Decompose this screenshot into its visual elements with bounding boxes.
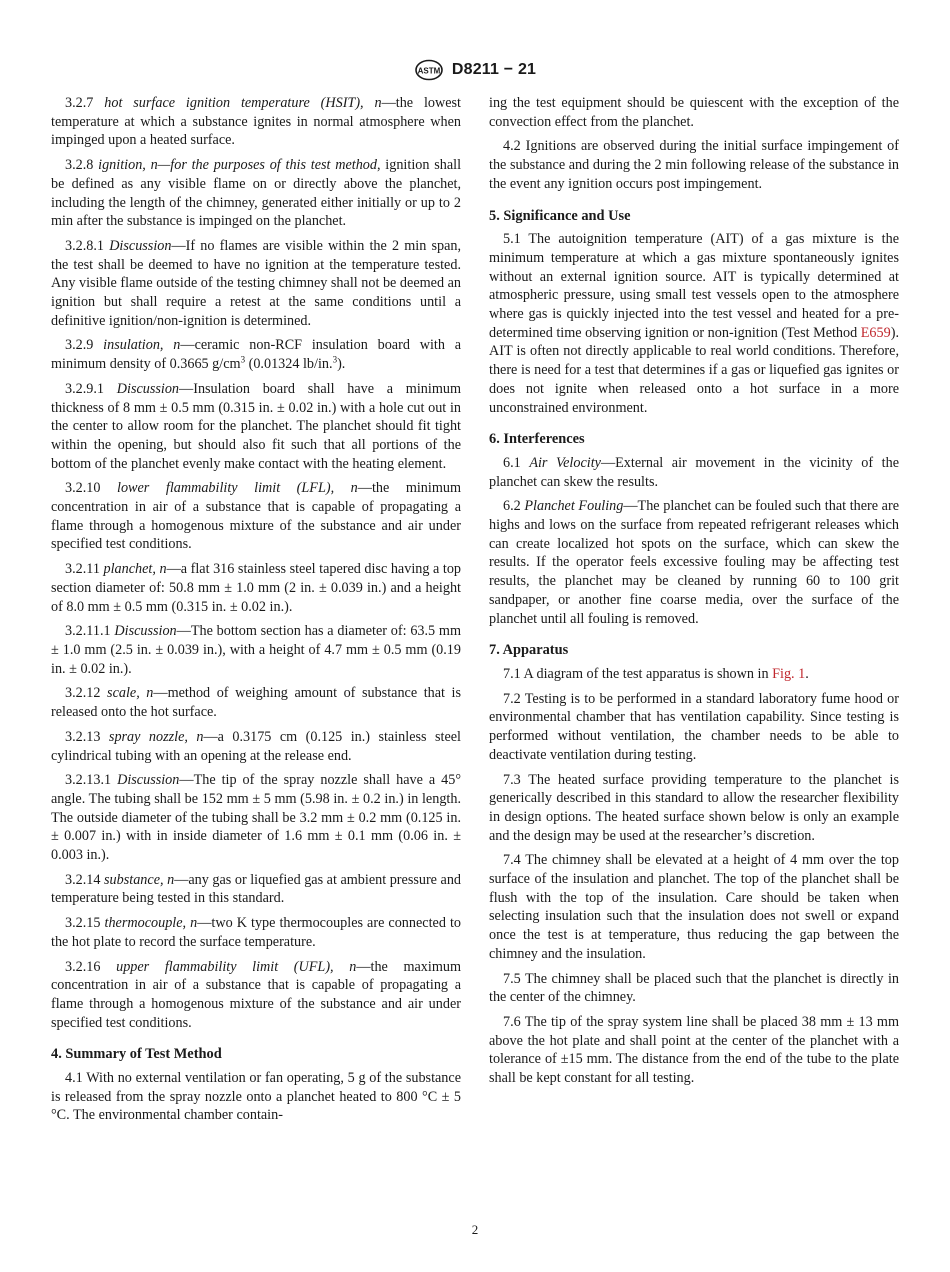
para-3-2-9: 3.2.9 insulation, n—ceramic non-RCF insulation board with a minimum density of 0.3665 $g/cm^3$ (0.01324 lb/in.$^3$).	[51, 337, 462, 373]
para-5-1: 5.1 The autoignition temperature (AIT) of a gas mixture is the minimum temperature at which a gas mixture spontaneously ignites without an external ignition source. AIT is typically determined at atmospheric pressure, using small test vessels open to the atmosphere where gas is quickly injected into the test vessel and heated for a pre-determined time observing ignition or non-ignition (Test Method E659). AIT is often not directly applicable to real world conditions. Therefore, there is need for a test that determines if a gas or liquefied gas ignites or does not ignite when released onto a hot surface in a more unconstrained environment.	[489, 231, 899, 416]
section-heading-7: 7. Apparatus	[489, 642, 569, 659]
para-3-2-8-1: 3.2.8.1 Discussion—If no flames are visible within the 2 min span, the test shall be deemed to have no ignition at the temperature tested. Any visible flame outside of the testing chimney shall not be deemed an ignition but shall require a retest at the same conditions until a definitive ignition/non-ignition is determined.	[51, 237, 462, 329]
para-3-2-9-1: 3.2.9.1 Discussion—Insulation board shall have a minimum thickness of 8 mm ± 0.5 mm (0.315 in. ± 0.02 in.) with a hole cut out in the center to allow room for the planchet. The planchet should fit tight within the opening, but should also fit such that all portions of the bottom of the planchet evenly make contact with the heating element.	[51, 380, 461, 472]
para-6-1: 6.1 Air Velocity—External air movement in the vicinity of the planchet can skew the results.	[489, 454, 899, 490]
para-4-2: 4.2 Ignitions are observed during the initial surface impingement of the substance and during the 2 min following release of the substance in the event any ignition occurs post impingement.	[489, 138, 899, 192]
para-7-2: 7.2 Testing is to be performed in a standard laboratory fume hood or environmental chamber that has ventilation capability. Since testing is performed without ventilation, the chamber needs to be able to deactivate ventilation during testing.	[489, 690, 899, 763]
left-column	[51, 94, 461, 1125]
page-number: 2	[471, 1222, 479, 1237]
link-fig-1[interactable]: Fig. 1	[772, 665, 806, 682]
para-4-1-continued: ing the test equipment should be quiescent with the exception of the convection effect from the planchet.	[489, 95, 899, 130]
para-7-5: 7.5 The chimney shall be placed such that the planchet is directly in the center of the chimney.	[489, 970, 899, 1006]
para-3-2-11-1: 3.2.11.1 Discussion—The bottom section has a diameter of: 63.5 mm ± 1.0 mm (2.5 in. ± 0.039 in.), with a height of 4.7 mm ± 0.5 mm (0.19 in. ± 0.02 in.).	[51, 623, 461, 677]
para-3-2-15: 3.2.15 thermocouple, n—two K type thermocouples are connected to the hot plate to record the surface temperature.	[51, 915, 462, 950]
logo-text: ASTM	[417, 66, 441, 76]
para-3-2-13: 3.2.13 spray nozzle, n—a 0.3175 cm (0.125 in.) stainless steel cylindrical tubing with an opening at the release end.	[51, 728, 461, 764]
para-7-1: 7.1 A diagram of the test apparatus is shown in Fig. 1.	[503, 665, 809, 682]
para-3-2-8: 3.2.8 ignition, n—for the purposes of this test method, ignition shall be defined as any visible flame on or directly above the planchet, including the length of the chimney, generated either initially or up to 2 min after the substance is impinged on the planchet.	[51, 157, 462, 230]
para-3-2-13-1: 3.2.13.1 Discussion—The tip of the spray nozzle shall have a 45° angle. The tubing shall be 152 mm ± 5 mm (5.98 in. ± 0.2 in.) in length. The outside diameter of the tubing shall be 3.2 mm ± 0.2 mm (0.125 in. ± 0.007 in.) with in inside diameter of 1.6 mm ± 0.1 mm (0.06 in. ± 0.003 in.).	[51, 772, 462, 864]
para-7-6: 7.6 The tip of the spray system line shall be placed 38 mm ± 13 mm above the hot plate and shall point at the center of the planchet with a tolerance of ±15 mm. The distance from the end of the tube to the plate shall be kept constant for all testing.	[489, 1013, 899, 1087]
para-6-2: 6.2 Planchet Fouling—The planchet can be fouled such that there are highs and lows on the surface from repeated refrigerant releases which can create localized hot spots on the surface, which can skew the results. If the operator feels excessive fouling may be affecting test results, the planchet may be cleaned by running 60 to 100 grit sandpaper, or another fine coarse media, over the surface of the planchet until all fouling is removed.	[489, 498, 899, 627]
para-3-2-11: 3.2.11 planchet, n—a flat 316 stainless steel tapered disc having a top section diameter of: 50.8 mm ± 1.0 mm (2 in. ± 0.039 in.) and a height of 8.0 mm ± 0.5 mm (0.315 in. ± 0.02 in.).	[51, 561, 462, 615]
astm-logo-icon	[414, 59, 444, 81]
para-7-3: 7.3 The heated surface providing temperature to the planchet is generically described in this standard to allow the researcher flexibility in design options. The heated surface shown below is only an example and the design may be used at the researcher’s discretion.	[489, 771, 899, 844]
para-3-2-7: 3.2.7 hot surface ignition temperature (HSIT), n—the lowest temperature at which a substance ignites in normal atmosphere when impinged upon a heated surface.	[51, 95, 462, 149]
right-column	[489, 94, 899, 1088]
section-heading-4: 4. Summary of Test Method	[51, 1046, 222, 1063]
para-3-2-16: 3.2.16 upper flammability limit (UFL), n—the maximum concentration in air of a substance that is capable of propagating a flame through a homogenous mixture of the substance and air under specified test conditions.	[51, 958, 461, 1031]
link-e659[interactable]: E659	[860, 324, 891, 341]
para-4-1: 4.1 With no external ventilation or fan operating, 5 g of the substance is released from the spray nozzle onto a planchet heated to 800 °C ± 5 °C. The environmental chamber contain-	[51, 1070, 461, 1124]
para-3-2-10: 3.2.10 lower flammability limit (LFL), n—the minimum concentration in air of a substance that is capable of propagating a flame through a homogenous mixture of the substance and air under specified test conditions.	[51, 480, 462, 553]
para-3-2-14: 3.2.14 substance, n—any gas or liquefied gas at ambient pressure and temperature being tested in this standard.	[51, 871, 462, 907]
page-header	[0, 58, 950, 82]
para-3-2-12: 3.2.12 scale, n—method of weighing amount of substance that is released onto the hot surface.	[51, 685, 461, 721]
section-heading-5: 5. Significance and Use	[489, 207, 631, 224]
section-heading-6: 6. Interferences	[489, 431, 585, 448]
para-7-4: 7.4 The chimney shall be elevated at a height of 4 mm over the top surface of the insulation and planchet. The top of the planchet shall be flush with the top of the insulation. Care should be taken when selecting insulation such that the insulation does not swell or expand once the test is at temperature, thus reducing the gap between the chimney and the insulation.	[489, 852, 899, 962]
document-id: D8211 − 21	[451, 61, 537, 78]
